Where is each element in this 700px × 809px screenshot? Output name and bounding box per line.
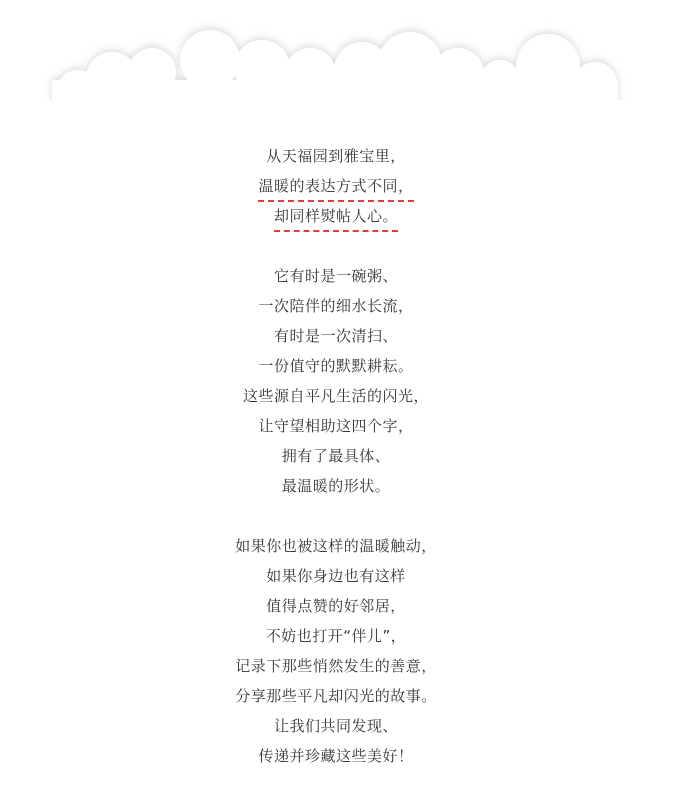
poem-line [0,561,672,591]
poem-line-text: 让守望相助这四个字， [258,417,414,435]
poem-stanza-1 [0,141,672,231]
cloud-shape [52,30,618,110]
poem-line [0,141,672,171]
poem-line [0,531,672,561]
poem-line [0,411,672,441]
poem-line [0,261,672,291]
poem-line [0,321,672,351]
poem-line [0,651,672,681]
poem-stanza-3 [0,531,672,771]
poem-line-text: 有时是一次清扫、 [273,327,398,345]
poem-line [0,291,672,321]
poem-line-text: 它有时是一碗粥、 [273,267,398,285]
poem-line [0,681,672,711]
poem-line [0,471,672,501]
poem-line-text: 这些源自平凡生活的闪光， [242,387,429,405]
poem-line-text: 如果你也被这样的温暖触动， [235,537,437,555]
poem-line [0,741,672,771]
poem-line-text: 记录下那些悄然发生的善意， [235,657,437,675]
poem-line-text: 让我们共同发现、 [273,717,398,735]
poem-line-text: 传递并珍藏这些美好！ [258,747,414,765]
poem [0,141,672,771]
poem-line-text: 一次陪伴的细水长流， [258,297,414,315]
poem-line [0,351,672,381]
poem-line-text: 拥有了最具体、 [281,447,391,465]
poem-stanza-2 [0,261,672,501]
poem-line-text: 不妨也打开“伴儿”， [265,627,407,645]
poem-line-text-underlined: 却同样熨帖人心。 [274,204,398,232]
poem-line-text: 最温暖的形状。 [281,477,391,495]
poem-line-text: 值得点赞的好邻居， [266,597,406,615]
poem-line-text: 分享那些平凡却闪光的故事。 [235,687,437,705]
poem-line-text: 从天福园到雅宝里， [266,147,406,165]
poem-line [0,381,672,411]
poem-line-highlighted [0,171,672,201]
poem-line [0,591,672,621]
poem-line-text: 如果你身边也有这样 [266,567,406,585]
poem-line-text-underlined: 温暖的表达方式不同， [258,174,413,202]
cloud-banner-decoration [0,0,700,110]
poem-line [0,441,672,471]
poem-line [0,621,672,651]
poem-line-text: 一份值守的默默耕耘。 [258,357,414,375]
poem-line [0,711,672,741]
poem-line-highlighted [0,201,672,231]
